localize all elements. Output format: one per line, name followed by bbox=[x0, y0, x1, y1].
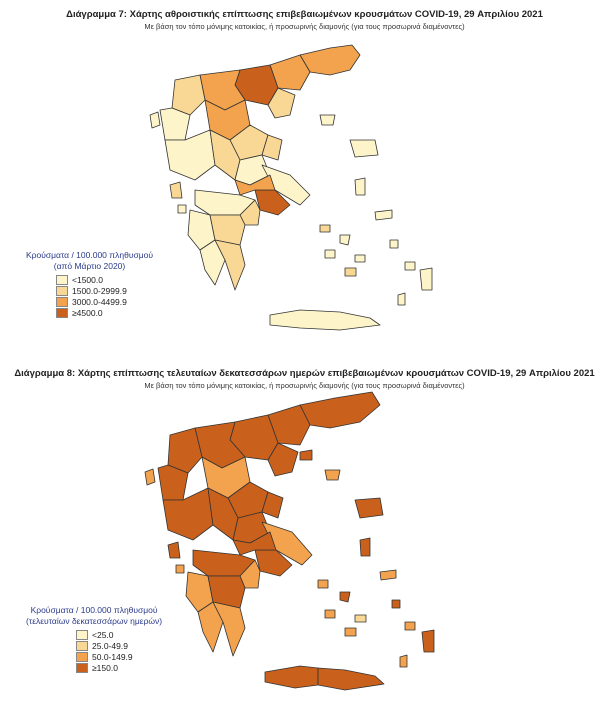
map2-legend-item: ≥150.0 bbox=[76, 663, 162, 673]
legend-swatch bbox=[56, 286, 68, 296]
island-zakynthos bbox=[178, 205, 186, 213]
island-dodecanese-1 bbox=[392, 600, 400, 608]
island-crete-west bbox=[265, 666, 318, 688]
island-karpathos bbox=[398, 293, 405, 305]
island-lesvos bbox=[355, 498, 383, 518]
island-corfu bbox=[150, 112, 160, 128]
map2-title: Διάγραμμα 8: Χάρτης επίπτωσης τελευταίων δεκατεσσάρων ημερών επιβεβαιωμένων κρουσμάτων COVID-19, 29 Απριλίου 2021 bbox=[14, 368, 595, 379]
map2-subtitle: Με βάση τον τόπο μόνιμης κατοικίας, ή προσωρινής διαμονής (για τους προσωρινά διαμένοντες) bbox=[144, 381, 465, 390]
island-cyclades-2 bbox=[340, 235, 350, 245]
map1-legend bbox=[26, 250, 153, 318]
map1-legend-item: <1500.0 bbox=[56, 275, 153, 285]
map1-title: Διάγραμμα 7: Χάρτης αθροιστικής επίπτωσης επιβεβαιωμένων κρουσμάτων COVID-19, 29 Απριλίου 2021 bbox=[66, 9, 543, 20]
island-kefalonia bbox=[170, 182, 182, 198]
island-cyclades-5 bbox=[345, 628, 356, 636]
island-zakynthos bbox=[176, 565, 184, 573]
island-lemnos bbox=[320, 115, 335, 125]
legend-swatch bbox=[76, 630, 88, 640]
island-dodecanese-2 bbox=[405, 622, 415, 630]
island-chios bbox=[360, 538, 370, 556]
island-cyclades-1 bbox=[318, 580, 328, 588]
island-cyclades-5 bbox=[345, 268, 356, 276]
island-cyclades-3 bbox=[325, 250, 335, 258]
island-lemnos bbox=[325, 470, 340, 480]
island-dodecanese-1 bbox=[390, 240, 398, 248]
map2-legend-title: Κρούσματα / 100.000 πληθυσμού bbox=[30, 605, 158, 615]
island-cyclades-1 bbox=[320, 225, 330, 232]
legend-swatch bbox=[56, 297, 68, 307]
map1-subtitle: Με βάση τον τόπο μόνιμης κατοικίας, ή προσωρινής διαμονής (για τους προσωρινά διαμένοντες) bbox=[144, 22, 465, 31]
region-thrace bbox=[300, 392, 380, 428]
island-cyclades-2 bbox=[340, 592, 350, 602]
island-lesvos bbox=[350, 140, 378, 157]
island-crete-east bbox=[318, 668, 384, 690]
island-kefalonia bbox=[168, 542, 180, 558]
map1-legend-item: 1500.0-2999.9 bbox=[56, 286, 153, 296]
map1-legend-item: 3000.0-4499.9 bbox=[56, 297, 153, 307]
legend-swatch bbox=[76, 652, 88, 662]
map1-legend-title: Κρούσματα / 100.000 πληθυσμού bbox=[26, 250, 153, 260]
legend-swatch bbox=[56, 275, 68, 285]
map2-legend-item: 50.0-149.9 bbox=[76, 652, 162, 662]
island-rhodes bbox=[422, 630, 434, 652]
island-corfu bbox=[145, 469, 155, 485]
island-dodecanese-2 bbox=[405, 262, 415, 270]
island-cyclades-4 bbox=[355, 615, 366, 622]
island-karpathos bbox=[400, 655, 407, 667]
island-crete bbox=[270, 310, 380, 330]
region-epirus-north bbox=[172, 75, 205, 115]
island-samos bbox=[375, 210, 392, 220]
map1-legend-item: ≥4500.0 bbox=[56, 308, 153, 318]
map2-legend-subtitle: (τελευταίων δεκατεσσάρων ημερών) bbox=[26, 616, 163, 626]
map2-legend-item: 25.0-49.9 bbox=[76, 641, 162, 651]
map1-legend-subtitle: (από Μάρτιο 2020) bbox=[53, 261, 126, 271]
island-chios bbox=[355, 178, 365, 195]
legend-swatch bbox=[76, 663, 88, 673]
map2-legend bbox=[26, 605, 162, 673]
island-samos bbox=[380, 570, 396, 580]
island-thasos bbox=[300, 450, 312, 460]
island-rhodes bbox=[420, 268, 432, 290]
legend-swatch bbox=[76, 641, 88, 651]
island-cyclades-4 bbox=[355, 255, 365, 262]
legend-swatch bbox=[56, 308, 68, 318]
island-cyclades-3 bbox=[325, 610, 335, 618]
map2-legend-item: <25.0 bbox=[76, 630, 162, 640]
region-epirus-north bbox=[168, 428, 202, 473]
